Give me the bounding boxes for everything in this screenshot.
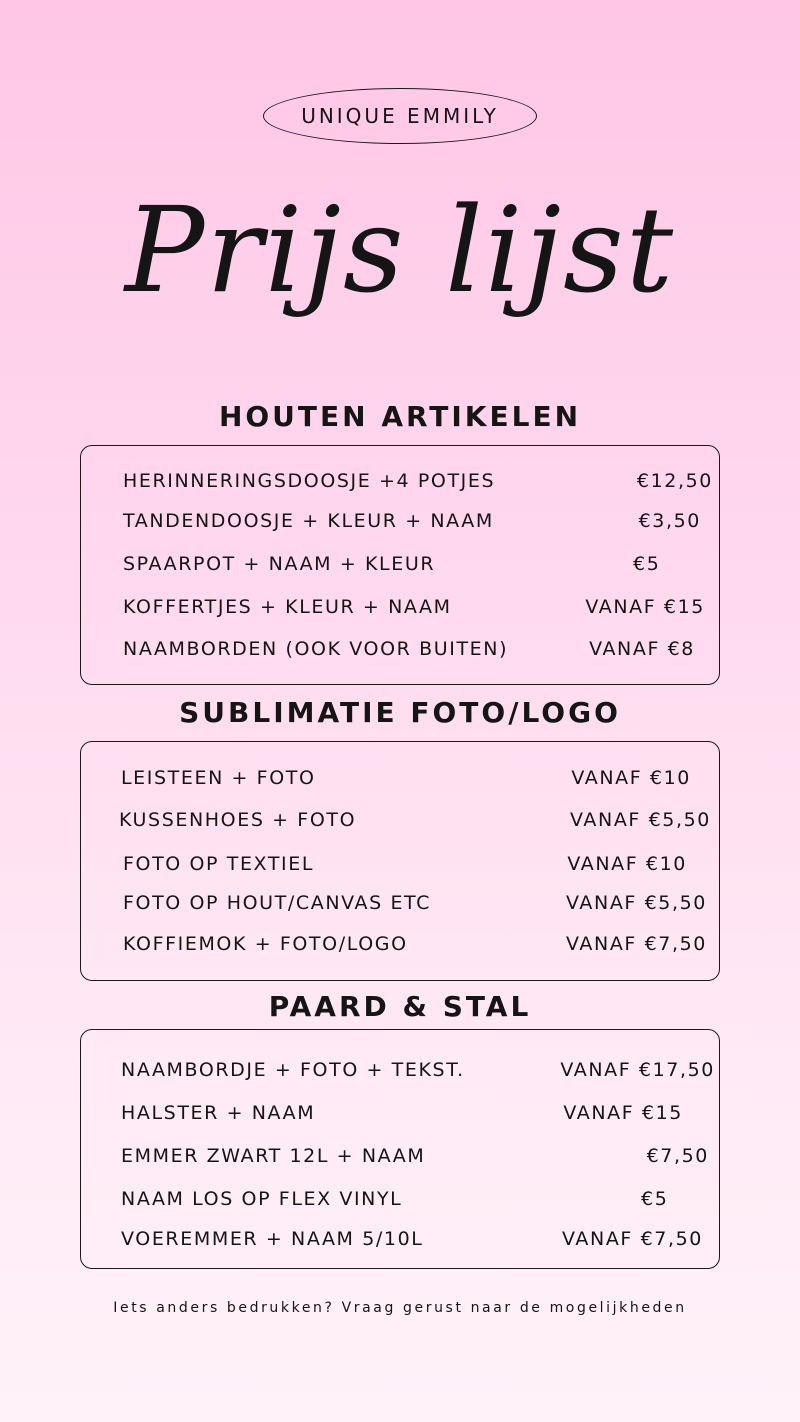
item-price: €7,50 [646, 1145, 709, 1167]
price-row [81, 1102, 721, 1126]
item-price: VANAF €10 [571, 767, 691, 789]
item-name: KOFFIEMOK + FOTO/LOGO [123, 933, 408, 955]
brand-badge [263, 88, 537, 144]
item-price: VANAF €5,50 [570, 809, 711, 831]
item-price: VANAF €7,50 [566, 933, 707, 955]
item-name: FOTO OP HOUT/CANVAS ETC [123, 892, 432, 914]
price-row [81, 1188, 721, 1212]
item-price: VANAF €17,50 [560, 1059, 715, 1081]
price-row [81, 1059, 721, 1083]
item-name: EMMER ZWART 12L + NAAM [121, 1145, 426, 1167]
price-row [81, 596, 721, 620]
price-box-houten-artikelen [80, 445, 720, 685]
price-row [81, 853, 721, 877]
item-price: VANAF €15 [563, 1102, 683, 1124]
item-price: VANAF €5,50 [566, 892, 707, 914]
section-heading-paard-stal: PAARD & STAL [268, 990, 532, 1023]
price-row [81, 1228, 721, 1252]
item-price: VANAF €15 [585, 596, 705, 618]
price-row [81, 1145, 721, 1169]
footer-note: Iets anders bedrukken? Vraag gerust naar de mogelijkheden [113, 1300, 687, 1316]
item-price: €12,50 [636, 470, 713, 492]
item-name: HERINNERINGSDOOSJE +4 POTJES [123, 470, 496, 492]
item-price: €5 [641, 1188, 669, 1210]
brand-name: UNIQUE EMMILY [301, 104, 499, 128]
item-price: €3,50 [638, 510, 701, 532]
item-name: KOFFERTJES + KLEUR + NAAM [123, 596, 452, 618]
price-row [81, 470, 721, 494]
price-box-paard-stal [80, 1029, 720, 1269]
price-row [81, 809, 721, 833]
price-row [81, 767, 721, 791]
item-name: NAAMBORDJE + FOTO + TEKST. [121, 1059, 465, 1081]
item-name: SPAARPOT + NAAM + KLEUR [123, 553, 436, 575]
item-name: NAAMBORDEN (OOK VOOR BUITEN) [123, 638, 509, 660]
item-price: €5 [633, 553, 661, 575]
item-name: VOEREMMER + NAAM 5/10L [121, 1228, 424, 1250]
item-name: HALSTER + NAAM [121, 1102, 316, 1124]
price-row [81, 933, 721, 957]
section-heading-houten-artikelen: HOUTEN ARTIKELEN [218, 400, 582, 433]
price-row [81, 553, 721, 577]
item-price: VANAF €10 [567, 853, 687, 875]
price-row [81, 892, 721, 916]
item-name: TANDENDOOSJE + KLEUR + NAAM [123, 510, 494, 532]
page-title: Prijs lijst [124, 181, 676, 319]
item-name: KUSSENHOES + FOTO [119, 809, 357, 831]
price-row [81, 510, 721, 534]
item-price: VANAF €8 [589, 638, 695, 660]
item-name: FOTO OP TEXTIEL [123, 853, 315, 875]
item-name: NAAM LOS OP FLEX VINYL [121, 1188, 403, 1210]
price-row [81, 638, 721, 662]
section-heading-sublimatie: SUBLIMATIE FOTO/LOGO [179, 696, 621, 729]
item-name: LEISTEEN + FOTO [121, 767, 316, 789]
price-box-sublimatie [80, 741, 720, 981]
item-price: VANAF €7,50 [562, 1228, 703, 1250]
